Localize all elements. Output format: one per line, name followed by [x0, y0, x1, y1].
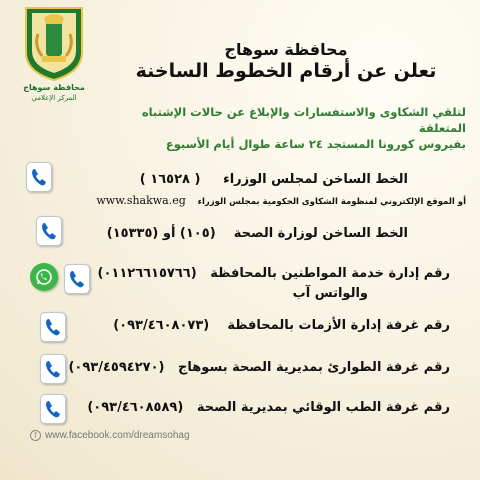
governorate-logo: [20, 4, 88, 102]
phone-icon: [36, 216, 62, 246]
website-note: أو الموقع الإلكتروني لمنظومة الشكاوى الحكومية بمجلس الوزراء: [197, 197, 466, 207]
hotline-label: رقم غرفة الطب الوقائي بمديرية الصحة: [196, 400, 450, 415]
whatsapp-label: والواتس آب: [292, 286, 368, 301]
hotline-label: رقم غرفة الطوارئ بمديرية الصحة بسوهاج: [178, 360, 450, 375]
whatsapp-icon: [30, 263, 58, 291]
hotline-label: رقم إدارة خدمة المواطنين بالمحافظة: [210, 266, 450, 281]
hotline-emergency: [68, 360, 450, 375]
hotline-citizens: [98, 266, 451, 281]
hotline-number[interactable]: ( ١٦٥٢٨ ): [139, 172, 201, 187]
hotline-number[interactable]: (٠٩٣/٤٥٩٤٢٧٠): [68, 360, 165, 375]
hotline-preventive: [87, 400, 450, 415]
hotline-number[interactable]: (٠١١٢٦٦١٥٧٦٦): [97, 266, 197, 281]
hotline-label: الخط الساخن لمجلس الوزراء: [223, 172, 408, 187]
description-line-1: لتلقي الشكاوى والاستفسارات والإبلاغ عن حالات الإشتباه المتعلقة: [141, 105, 466, 135]
phone-icon: [64, 264, 90, 294]
phone-icon: [26, 162, 52, 192]
hotline-whatsapp-label: [293, 286, 368, 301]
hotline-label: الخط الساخن لوزارة الصحة: [233, 226, 408, 241]
header: [106, 40, 466, 82]
logo-caption: محافظة سوهاج: [23, 83, 85, 92]
hotline-label: رقم غرفة إدارة الأزمات بالمحافظة: [227, 318, 450, 333]
governorate-title: محافظة سوهاج: [224, 40, 348, 59]
description-line-2: بفيروس كورونا المستجد ٢٤ ساعة طوال أيام الأسبوع: [165, 137, 466, 151]
phone-icon: [40, 312, 66, 342]
hotline-number[interactable]: (٠٩٣/٤٦٠٨٠٧٣): [113, 318, 210, 333]
phone-icon: [40, 354, 66, 384]
description: [96, 104, 466, 152]
facebook-link[interactable]: www.facebook.com/dreamsohag: [45, 430, 190, 441]
page-title: تعلن عن أرقام الخطوط الساخنة: [135, 60, 437, 82]
governorate-emblem-icon: [20, 4, 88, 82]
footer: [30, 430, 190, 441]
website-link[interactable]: www.shakwa.eg: [96, 194, 186, 207]
logo-subcaption: المركز الإعلامي: [31, 94, 77, 102]
hotline-cabinet: [140, 172, 408, 187]
phone-icon: [40, 394, 66, 424]
facebook-icon: f: [30, 430, 41, 441]
hotline-crisis: [113, 318, 450, 333]
hotline-number[interactable]: (١٠٥) أو (١٥٣٣٥): [106, 226, 216, 241]
hotline-number[interactable]: (٠٩٣/٤٦٠٨٥٨٩): [87, 400, 184, 415]
website-note-row: [96, 194, 466, 207]
hotline-health: [107, 226, 408, 241]
